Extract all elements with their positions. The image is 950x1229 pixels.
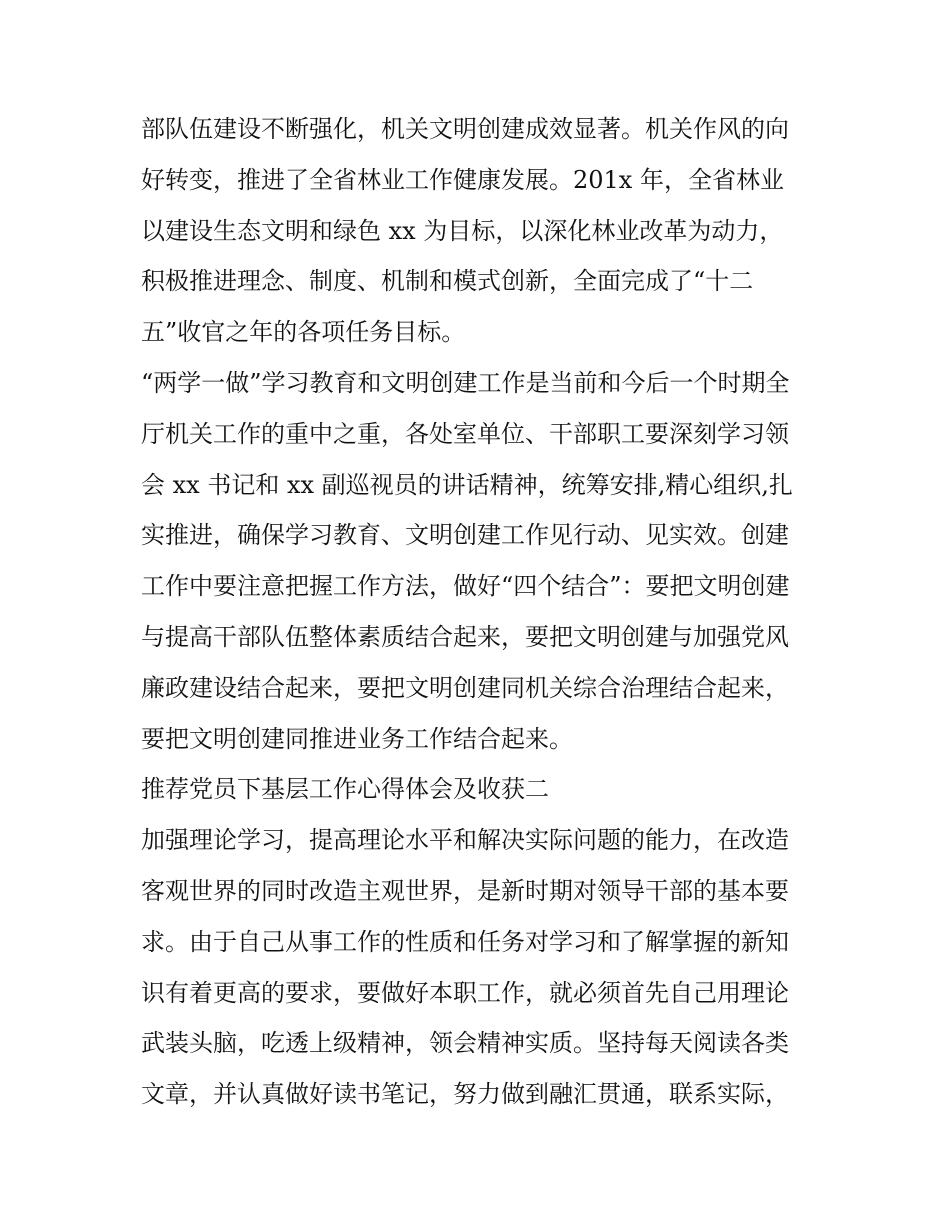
text-line: 加强理论学习，提高理论水平和解决实际问题的能力，在改造 <box>141 826 789 855</box>
text-line: 好转变，推进了全省林业工作健康发展。201x 年，全省林业 <box>141 165 784 194</box>
text-line: 实推进，确保学习教育、文明创建工作见行动、见实效。创建 <box>141 521 789 550</box>
text-line: 求。由于自己从事工作的性质和任务对学习和了解掌握的新知 <box>141 927 789 956</box>
text-line: 五”收官之年的各项任务目标。 <box>141 318 466 347</box>
text-line: 与提高干部队伍整体素质结合起来，要把文明创建与加强党风 <box>141 622 789 651</box>
text-line: 以建设生态文明和绿色 xx 为目标，以深化林业改革为动力， <box>141 216 784 245</box>
document-body <box>141 104 821 1120</box>
text-line: 识有着更高的要求，要做好本职工作，就必须首先自己用理论 <box>141 978 789 1007</box>
text-line: 厅机关工作的重中之重，各处室单位、干部职工要深刻学习领 <box>141 419 789 448</box>
text-line: 廉政建设结合起来，要把文明创建同机关综合治理结合起来， <box>141 673 789 702</box>
section-heading: 推荐党员下基层工作心得体会及收获二 <box>141 775 549 804</box>
text-line: “两学一做”学习教育和文明创建工作是当前和今后一个时期全 <box>141 368 790 397</box>
text-line: 要把文明创建同推进业务工作结合起来。 <box>141 724 573 753</box>
text-line: 武装头脑，吃透上级精神，领会精神实质。坚持每天阅读各类 <box>141 1029 789 1058</box>
text-line: 文章，并认真做好读书笔记，努力做到融汇贯通，联系实际， <box>141 1080 789 1109</box>
text-line: 会 xx 书记和 xx 副巡视员的讲话精神，统筹安排,精心组织,扎 <box>141 470 793 499</box>
text-line: 部队伍建设不断强化，机关文明创建成效显著。机关作风的向 <box>141 115 789 143</box>
text-line: 积极推进理念、制度、机制和模式创新，全面完成了“十二 <box>141 267 754 296</box>
text-line: 工作中要注意把握工作方法，做好“四个结合”：要把文明创建 <box>141 572 790 601</box>
text-line: 客观世界的同时改造主观世界，是新时期对领导干部的基本要 <box>141 876 789 905</box>
